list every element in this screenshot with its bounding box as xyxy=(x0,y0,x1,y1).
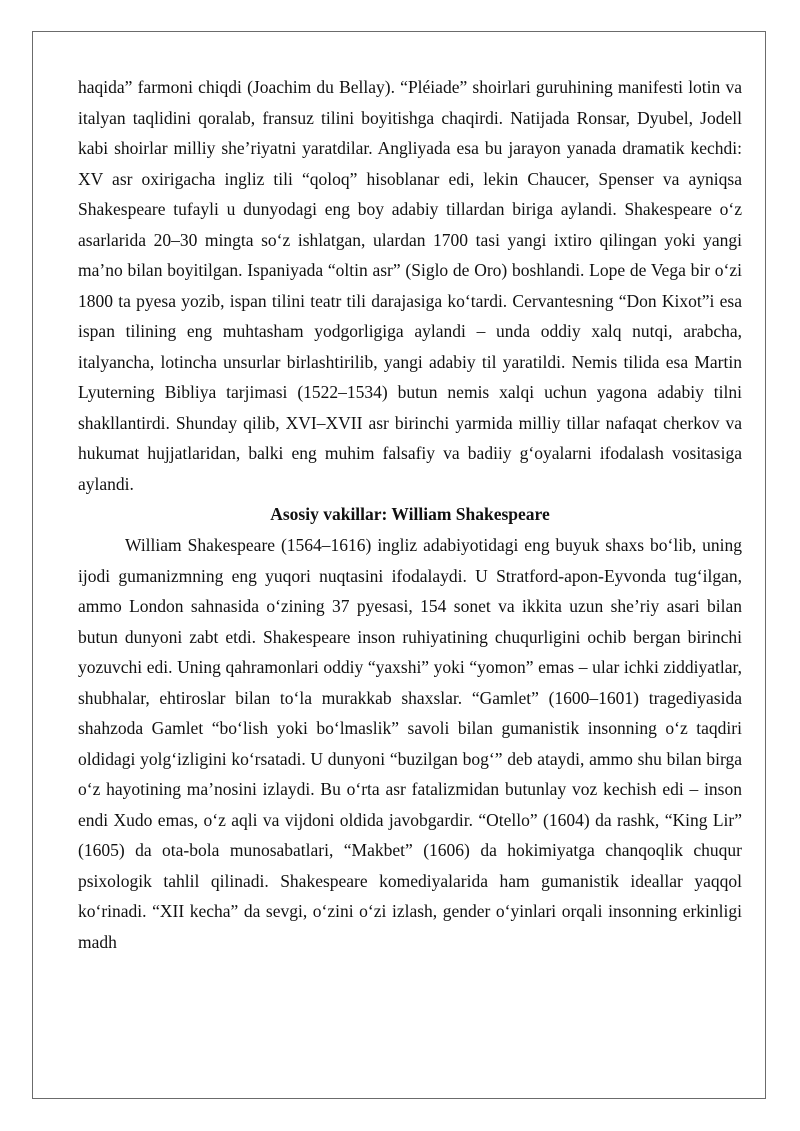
section-heading: Asosiy vakillar: William Shakespeare xyxy=(270,504,550,524)
document-body xyxy=(78,72,742,957)
body-paragraph: William Shakespeare (1564–1616) ingliz adabiyotidagi eng buyuk shaxs boʻlib, uning ijodi gumanizmning eng yuqori nuqtasini ifodalaydi. U Stratford-apon-Eyvonda tugʻilgan, ammo London sahnasida oʻzining 37 pyesasi, 154 sonet va ikkita uzun she’riy asari bilan butun dunyoni zabt etdi. Shakespeare inson ruhiyatining chuqurligini ochib bergan birinchi yozuvchi edi. Uning qahramonlari oddiy “yaxshi” yoki “yomon” emas – ular ichki ziddiyatlar, shubhalar, ehtiroslar bilan toʻla murakkab shaxslar. “Gamlet” (1600–1601) tragediyasida shahzoda Gamlet “boʻlish yoki boʻlmaslik” savoli bilan gumanistik insonning oʻz taqdiri oldidagi yolgʻizligini koʻrsatadi. U dunyoni “buzilgan bogʻ” deb ataydi, ammo shu bilan birga oʻz hayotining ma’nosini izlaydi. Bu oʻrta asr fatalizmidan butunlay voz kechish edi – inson endi Xudo emas, oʻz aqli va vijdoni oldida javobgardir. “Otello” (1604) da rashk, “King Lir” (1605) da ota-bola munosabatlari, “Makbet” (1606) da hokimiyatga chanqoqlik chuqur psixologik tahlil qilinadi. Shakespeare komediyalarida ham gumanistik ideallar yaqqol koʻrinadi. “XII kecha” da sevgi, oʻzini oʻzi izlash, gender oʻyinlari orqali insonning erkinligi madh xyxy=(78,535,742,952)
body-paragraph: haqida” farmoni chiqdi (Joachim du Bellay). “Pléiade” shoirlari guruhining manifesti lotin va italyan taqlidini qoralab, fransuz tilini boyitishga chaqirdi. Natijada Ronsar, Dyubel, Jodell kabi shoirlar milliy she’riyatni yaratdilar. Angliyada esa bu jarayon yanada dramatik kechdi: XV asr oxirigacha ingliz tili “qoloq” hisoblanar edi, lekin Chaucer, Spenser va ayniqsa Shakespeare tufayli u dunyodagi eng boy adabiy tillardan biriga aylandi. Shakespeare oʻz asarlarida 20–30 mingta soʻz ishlatgan, ulardan 1700 tasi yangi ixtiro qilingan yoki yangi ma’no bilan boyitilgan. Ispaniyada “oltin asr” (Siglo de Oro) boshlandi. Lope de Vega bir oʻzi 1800 ta pyesa yozib, ispan tilini teatr tili darajasiga koʻtardi. Cervantesning “Don Kixot”i esa ispan tilining eng muhtasham yodgorligiga aylandi – unda oddiy xalq nutqi, arabcha, italyancha, lotincha unsurlar birlashtirilib, yangi adabiy til yaratildi. Nemis tilida esa Martin Lyuterning Bibliya tarjimasi (1522–1534) butun nemis xalqi uchun yagona adabiy tilni shakllantirdi. Shunday qilib, XVI–XVII asr birinchi yarmida milliy tillar nafaqat cherkov va hukumat hujjatlaridan, balki eng muhim falsafiy va badiiy gʻoyalarni ifodalash vositasiga aylandi. xyxy=(78,77,742,494)
